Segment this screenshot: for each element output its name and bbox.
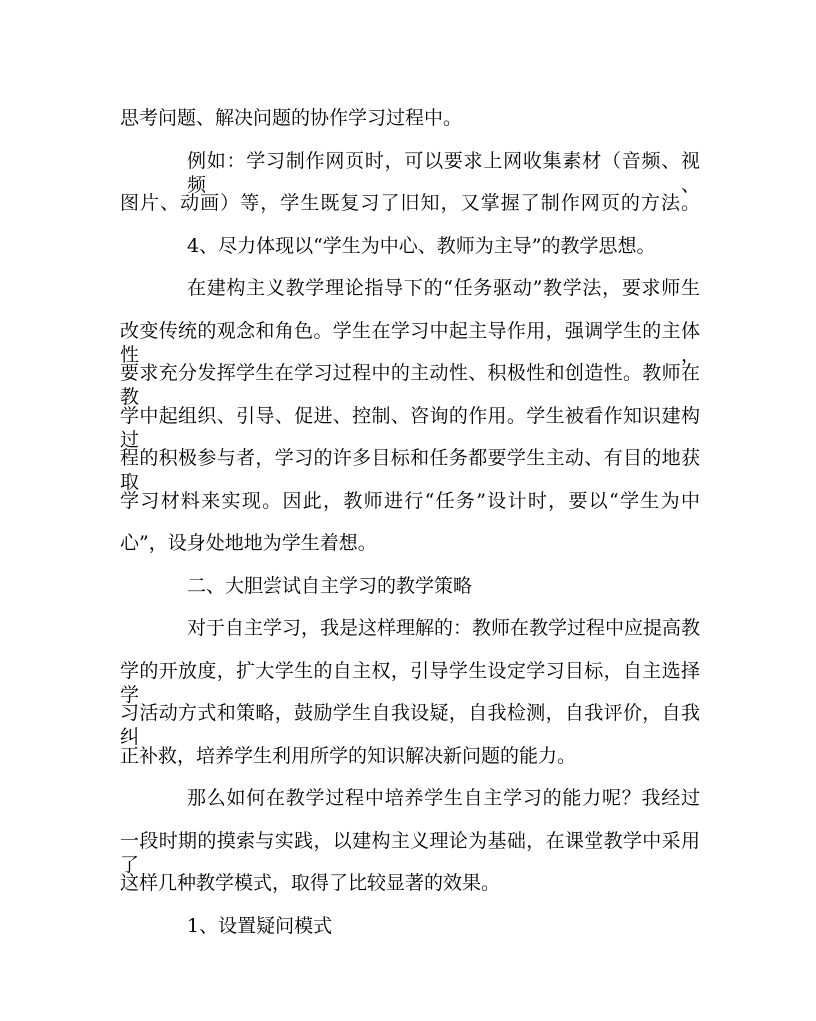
text-line: 对于自主学习，我是这样理解的：教师在教学过程中应提高教 — [187, 617, 701, 639]
text-line: 一段时期的摸索与实践，以建构主义理论为基础，在课堂教学中采用了 — [120, 830, 700, 876]
text-line: 图片、动画）等，学生既复习了旧知，又掌握了制作网页的方法。 — [120, 192, 700, 214]
heading-line: 1、设置疑问模式 — [187, 915, 333, 937]
text-line: 改变传统的观念和角色。学生在学习中起主导作用，强调学生的主体性， — [120, 320, 700, 366]
text-line: 在建构主义教学理论指导下的“任务驱动”教学法，要求师生 — [187, 277, 700, 299]
text-line: 这样几种教学模式，取得了比较显著的效果。 — [120, 872, 501, 894]
text-line: 要求充分发挥学生在学习过程中的主动性、积极性和创造性。教师在教 — [120, 362, 700, 408]
text-line: 习活动方式和策略，鼓励学生自我设疑，自我检测，自我评价，自我纠 — [120, 702, 700, 748]
text-line: 学的开放度，扩大学生的自主权，引导学生设定学习目标，自主选择学 — [120, 660, 700, 706]
text-line: 心”，设身处地地为学生着想。 — [120, 532, 377, 554]
text-line: 思考问题、解决问题的协作学习过程中。 — [120, 107, 463, 129]
text-line: 那么如何在教学过程中培养学生自主学习的能力呢？我经过 — [187, 787, 700, 809]
text-line: 程的积极参与者，学习的许多目标和任务都要学生主动、有目的地获取 — [120, 447, 700, 493]
text-line: 例如：学习制作网页时，可以要求上网收集素材（音频、视频、 — [187, 150, 700, 196]
text-line: 正补救，培养学生利用所学的知识解决新问题的能力。 — [120, 745, 577, 767]
heading-line: 二、大胆尝试自主学习的教学策略 — [187, 575, 473, 597]
text-line: 学习材料来实现。因此，教师进行“任务”设计时，要以“学生为中 — [120, 490, 700, 512]
heading-line: 4、尽力体现以“学生为中心、教师为主导”的教学思想。 — [187, 235, 656, 257]
text-line: 学中起组织、引导、促进、控制、咨询的作用。学生被看作知识建构过 — [120, 405, 700, 451]
